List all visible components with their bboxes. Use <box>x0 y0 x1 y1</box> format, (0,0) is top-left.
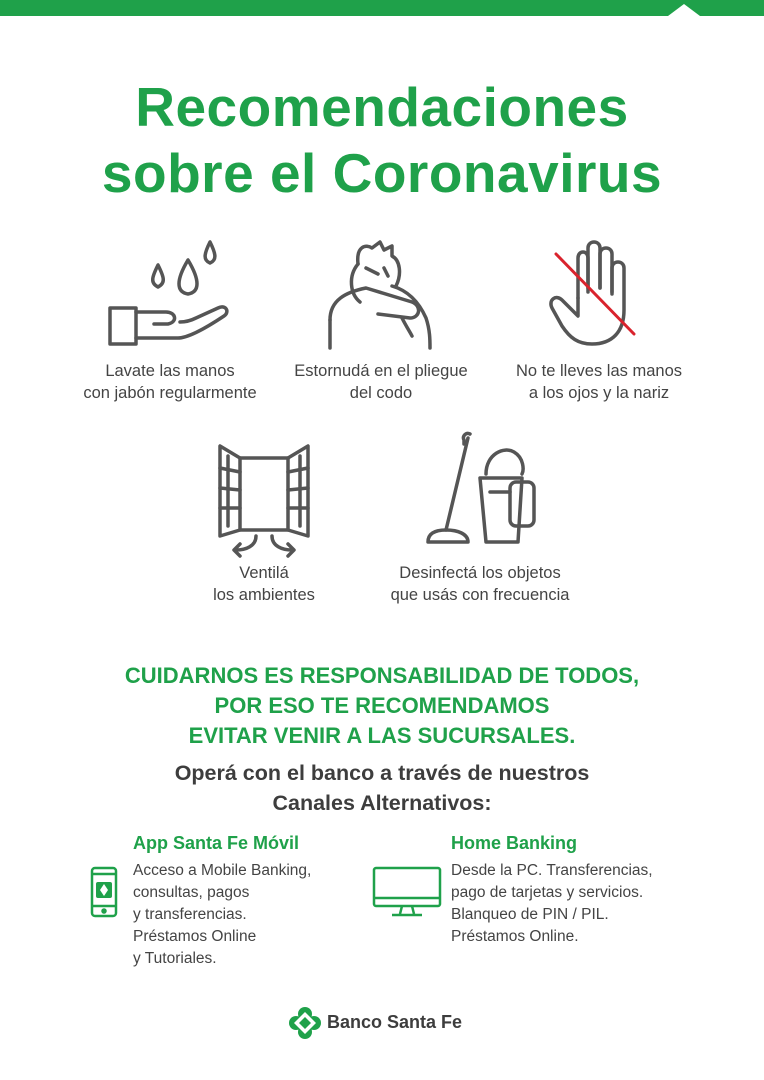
page-title-line2: sobre el Coronavirus <box>101 142 663 204</box>
message-line3: EVITAR VENIR A LAS SUCURSALES. <box>188 723 576 748</box>
channel-homebanking-description: Desde la PC. Transferencias, pago de tarjetas y servicios. Blanqueo de PIN / PIL. Préstamos Online. <box>451 862 653 945</box>
message-line2: POR ESO TE RECOMENDAMOS <box>214 693 550 718</box>
channel-app-description: Acceso a Mobile Banking, consultas, pagos y transferencias. Préstamos Online y Tutoriales. <box>133 862 312 967</box>
mobile-phone-icon <box>90 866 118 918</box>
channel-app-title: App Santa Fe Móvil <box>133 833 300 853</box>
sneeze-elbow-icon <box>326 240 436 350</box>
recommendation-caption-wash: Lavate las manos con jabón regularmente <box>83 362 257 402</box>
desktop-monitor-icon <box>372 866 442 918</box>
channel-homebanking-title: Home Banking <box>451 833 578 853</box>
recommendation-caption-no-touch: No te lleves las manos a los ojos y la nariz <box>516 362 682 402</box>
recommendation-caption-ventilate: Ventilá los ambientes <box>213 564 315 604</box>
recommendation-caption-sneeze: Estornudá en el pliegue del codo <box>294 362 468 402</box>
window-ventilate-icon <box>216 442 312 560</box>
message-line1: CUIDARNOS ES RESPONSABILIDAD DE TODOS, <box>124 663 640 688</box>
recommendation-caption-clean: Desinfectá los objetos que usás con frecuencia <box>390 564 570 604</box>
channels-intro-line1: Operá con el banco a través de nuestros <box>174 761 590 785</box>
footer-brand-name: Banco Santa Fe <box>327 1012 463 1032</box>
channels-intro-line2: Canales Alternativos: <box>272 791 492 815</box>
cleaning-icon <box>424 430 540 546</box>
top-banner-bar <box>0 0 764 16</box>
wash-hands-icon <box>106 238 232 350</box>
no-touch-face-icon <box>548 238 640 348</box>
banco-santa-fe-logo-icon <box>288 1006 322 1040</box>
page-title-line1: Recomendaciones <box>135 76 629 138</box>
